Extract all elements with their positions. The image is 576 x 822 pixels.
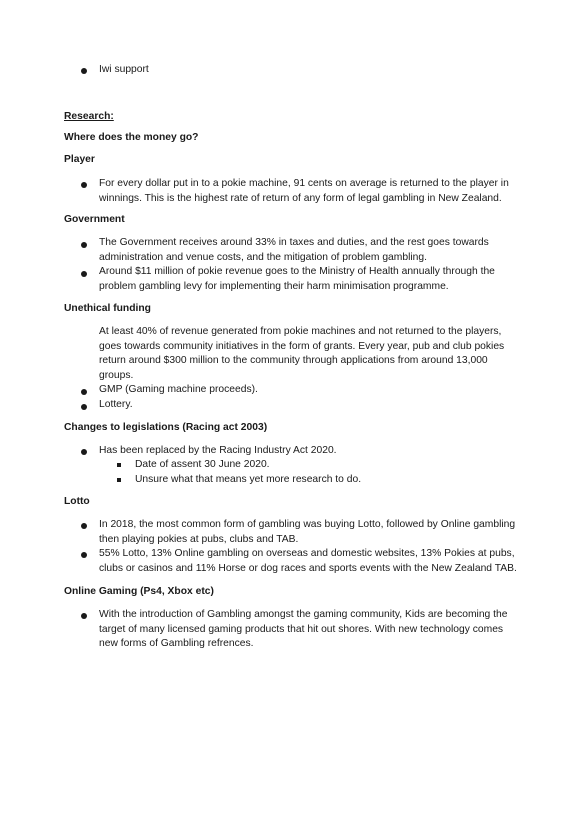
bullet-dot (81, 613, 87, 619)
list-item: For every dollar put in to a pokie machine, 91 cents on average is returned to the player in winnings. This is the highest rate of return of any form of legal gambling in New Zealand. (99, 178, 509, 204)
bullet-dot (81, 449, 87, 455)
list-item: Iwi support (99, 64, 149, 75)
government-heading: Government (64, 214, 125, 225)
online-gaming-heading: Online Gaming (Ps4, Xbox etc) (64, 586, 214, 597)
bullet-dot (81, 404, 87, 410)
legislation-heading: Changes to legislations (Racing act 2003) (64, 422, 268, 433)
list-item: GMP (Gaming machine proceeds). (99, 384, 258, 395)
sub-bullet-square (117, 463, 121, 467)
list-item: 55% Lotto, 13% Online gambling on overseas and domestic websites, 13% Pokies at pubs, clubs or casinos and 11% Horse or dog races and sports events with the New Zealand TAB. (99, 548, 517, 574)
research-heading: Research: (64, 111, 114, 122)
bullet-dot (81, 242, 87, 248)
sub-list-item: Date of assent 30 June 2020. (135, 459, 270, 470)
sub-list-item: Unsure what that means yet more research to do. (135, 474, 362, 485)
bullet-dot (81, 68, 87, 74)
sub-bullet-square (117, 478, 121, 482)
bullet-dot (81, 523, 87, 529)
lotto-heading: Lotto (64, 496, 90, 507)
list-item: The Government receives around 33% in taxes and duties, and the rest goes towards administration and venue costs, and the mitigation of problem gambling. (99, 237, 489, 263)
list-item: Lottery. (99, 399, 133, 410)
list-item: In 2018, the most common form of gambling was buying Lotto, followed by Online gambling then playing pokies at pubs, clubs and TAB. (99, 519, 516, 545)
bullet-dot (81, 271, 87, 277)
unethical-funding-paragraph: At least 40% of revenue generated from pokie machines and not returned to the players, goes towards community initiatives in the form of grants. Every year, pub and club pokies return around $300 million to the community through applications from around 13,000 groups. (99, 326, 505, 381)
list-item: Around $11 million of pokie revenue goes to the Ministry of Health annually through the problem gambling levy for implementing their harm minimisation programme. (99, 266, 495, 292)
unethical-funding-heading: Unethical funding (64, 303, 151, 314)
list-item: Has been replaced by the Racing Industry Act 2020. (99, 445, 337, 456)
question-heading: Where does the money go? (64, 132, 199, 143)
bullet-dot (81, 389, 87, 395)
list-item: With the introduction of Gambling amongst the gaming community, Kids are becoming the target of many licensed gaming products that hit out shores. With new technology comes new forms of Gambling refrences. (99, 609, 508, 650)
bullet-dot (81, 552, 87, 558)
bullet-dot (81, 182, 87, 188)
player-heading: Player (64, 154, 95, 165)
